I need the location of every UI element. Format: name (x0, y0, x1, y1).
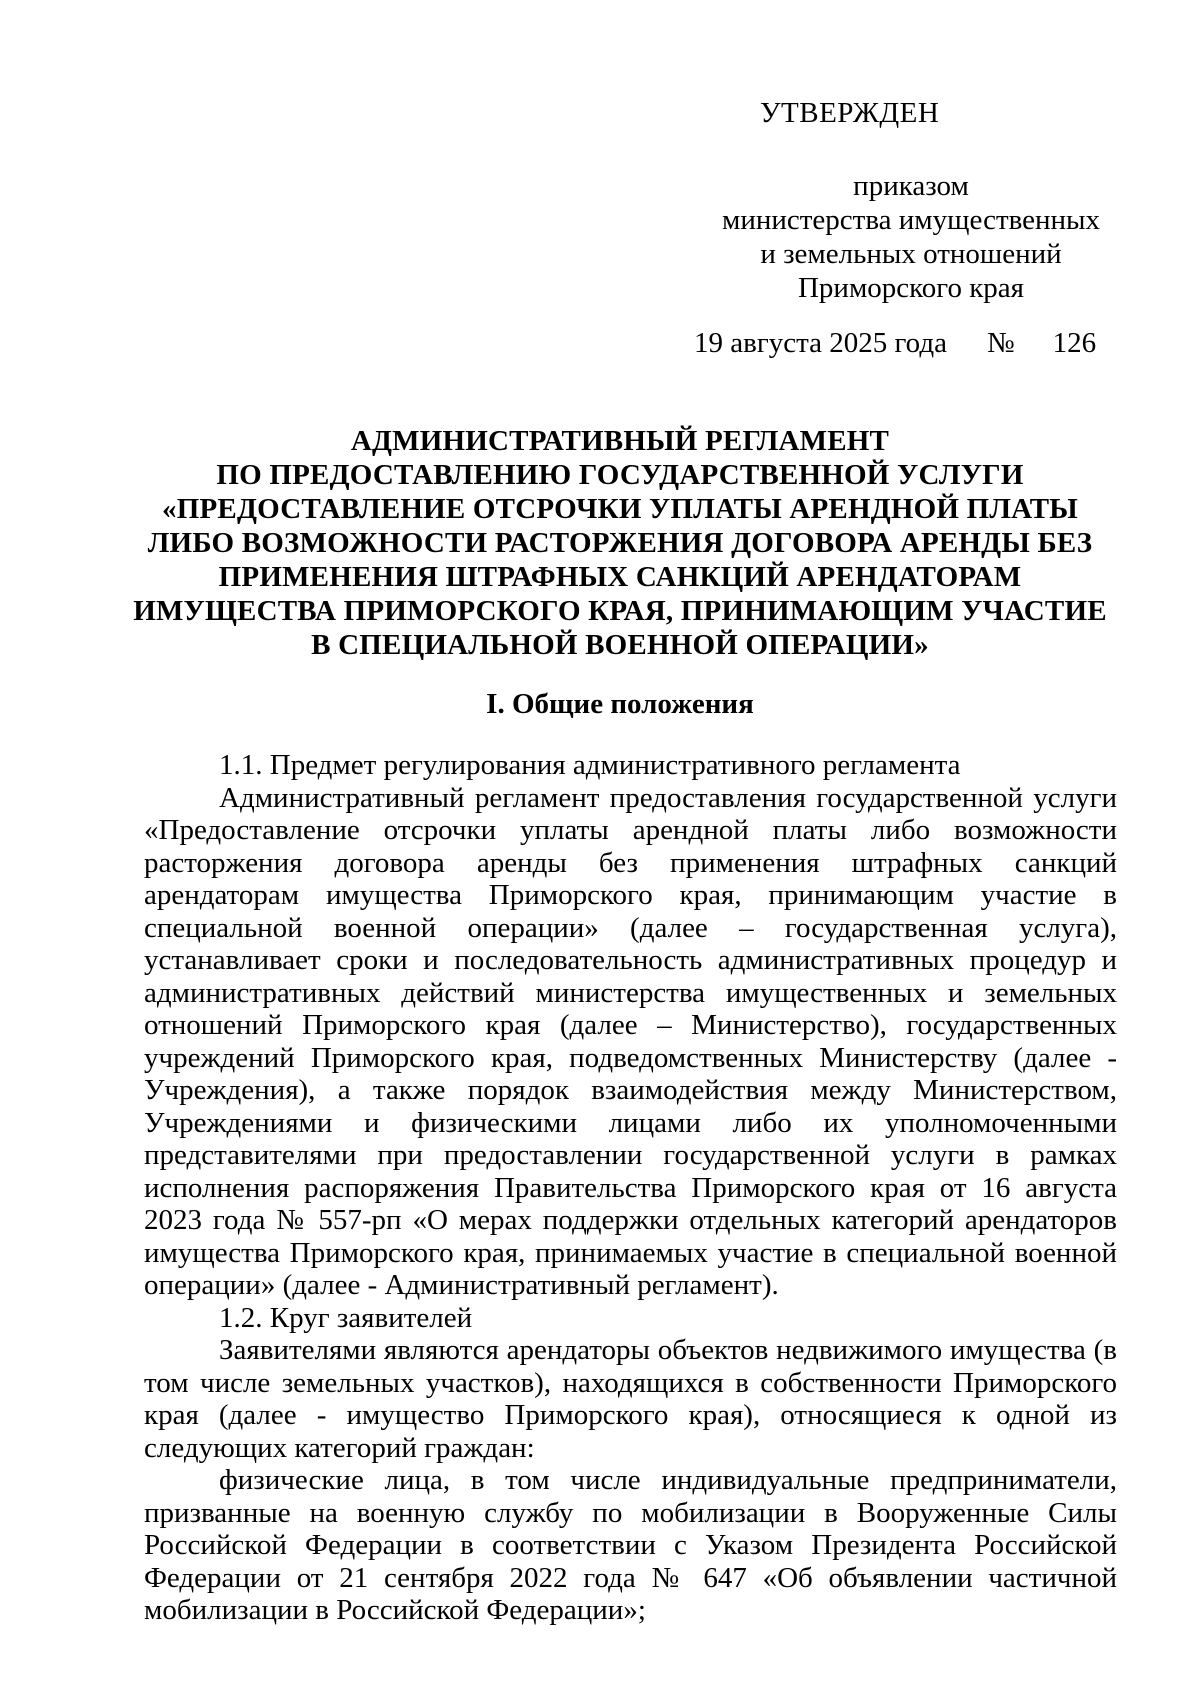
section-body (144, 749, 1117, 1627)
number-sign: № (986, 327, 1015, 359)
order-line: приказом (853, 170, 969, 202)
title-line: ИМУЩЕСТВА ПРИМОРСКОГО КРАЯ, ПРИНИМАЮЩИМ УЧАСТИЕ (133, 595, 1107, 627)
order-line: Приморского края (797, 272, 1025, 304)
order-line: министерства имущественных (721, 204, 1101, 236)
order-issuer (696, 169, 1126, 305)
section-heading: I. Общие положения (486, 688, 754, 720)
subsection-title: 1.2. Круг заявителей (219, 1301, 473, 1334)
order-line: и земельных отношений (760, 238, 1062, 270)
document-title (120, 424, 1120, 662)
title-line: ЛИБО ВОЗМОЖНОСТИ РАСТОРЖЕНИЯ ДОГОВОРА АРЕНДЫ БЕЗ (147, 527, 1093, 559)
title-line: В СПЕЦИАЛЬНОЙ ВОЕННОЙ ОПЕРАЦИИ» (311, 629, 929, 661)
order-date: 19 августа 2025 года (694, 327, 947, 359)
paragraph: Административный регламент предоставления государственной услуги «Предоставление отсрочки уплаты арендной платы либо возможности расторжения договора аренды без применения штрафных санкций арендаторам имущества Приморского края, принимающим участие в специальной военной операции» (далее – государственная услуга), устанавливает сроки и последовательность административных процедур и административных действий министерства имущественных и земельных отношений Приморского края (далее – Министерство), государственных учреждений Приморского края, подведомственных Министерству (далее - Учреждения), а также порядок взаимодействия между Министерством, Учреждениями и физическими лицами либо их уполномоченными представителями при предоставлении государственной услуги в рамках исполнения распоряжения Правительства Приморского края от 16 августа 2023 года № 557-рп «О мерах поддержки отдельных категорий арендаторов имущества Приморского края, принимаемых участие в специальной военной операции» (далее - Административный регламент). (144, 781, 1117, 1301)
order-number: 126 (1052, 327, 1097, 359)
title-line: АДМИНИСТРАТИВНЫЙ РЕГЛАМЕНТ (350, 425, 890, 457)
title-line: ПО ПРЕДОСТАВЛЕНИЮ ГОСУДАРСТВЕННОЙ УСЛУГИ (216, 459, 1024, 491)
subsection-title: 1.1. Предмет регулирования административного регламента (219, 749, 961, 781)
order-date-line (694, 327, 1096, 359)
title-line: ПРИМЕНЕНИЯ ШТРАФНЫХ САНКЦИЙ АРЕНДАТОРАМ (218, 561, 1022, 593)
paragraph: Заявителями являются арендаторы объектов недвижимого имущества (в том числе земельных участков), находящихся в собственности Приморского края (далее - имущество Приморского края), относящиеся к одной из следующих категорий граждан: (144, 1334, 1117, 1464)
title-line: «ПРЕДОСТАВЛЕНИЕ ОТСРОЧКИ УПЛАТЫ АРЕНДНОЙ ПЛАТЫ (162, 493, 1078, 525)
paragraph: физические лица, в том числе индивидуальные предприниматели, призванные на военную службу по мобилизации в Вооруженные Силы Российской Федерации в соответствии с Указом Президента Российской Федерации от 21 сентября 2022 года № 647 «Об объявлении частичной мобилизации в Российской Федерации»; (144, 1464, 1117, 1626)
approved-label: УТВЕРЖДЕН (760, 97, 940, 129)
